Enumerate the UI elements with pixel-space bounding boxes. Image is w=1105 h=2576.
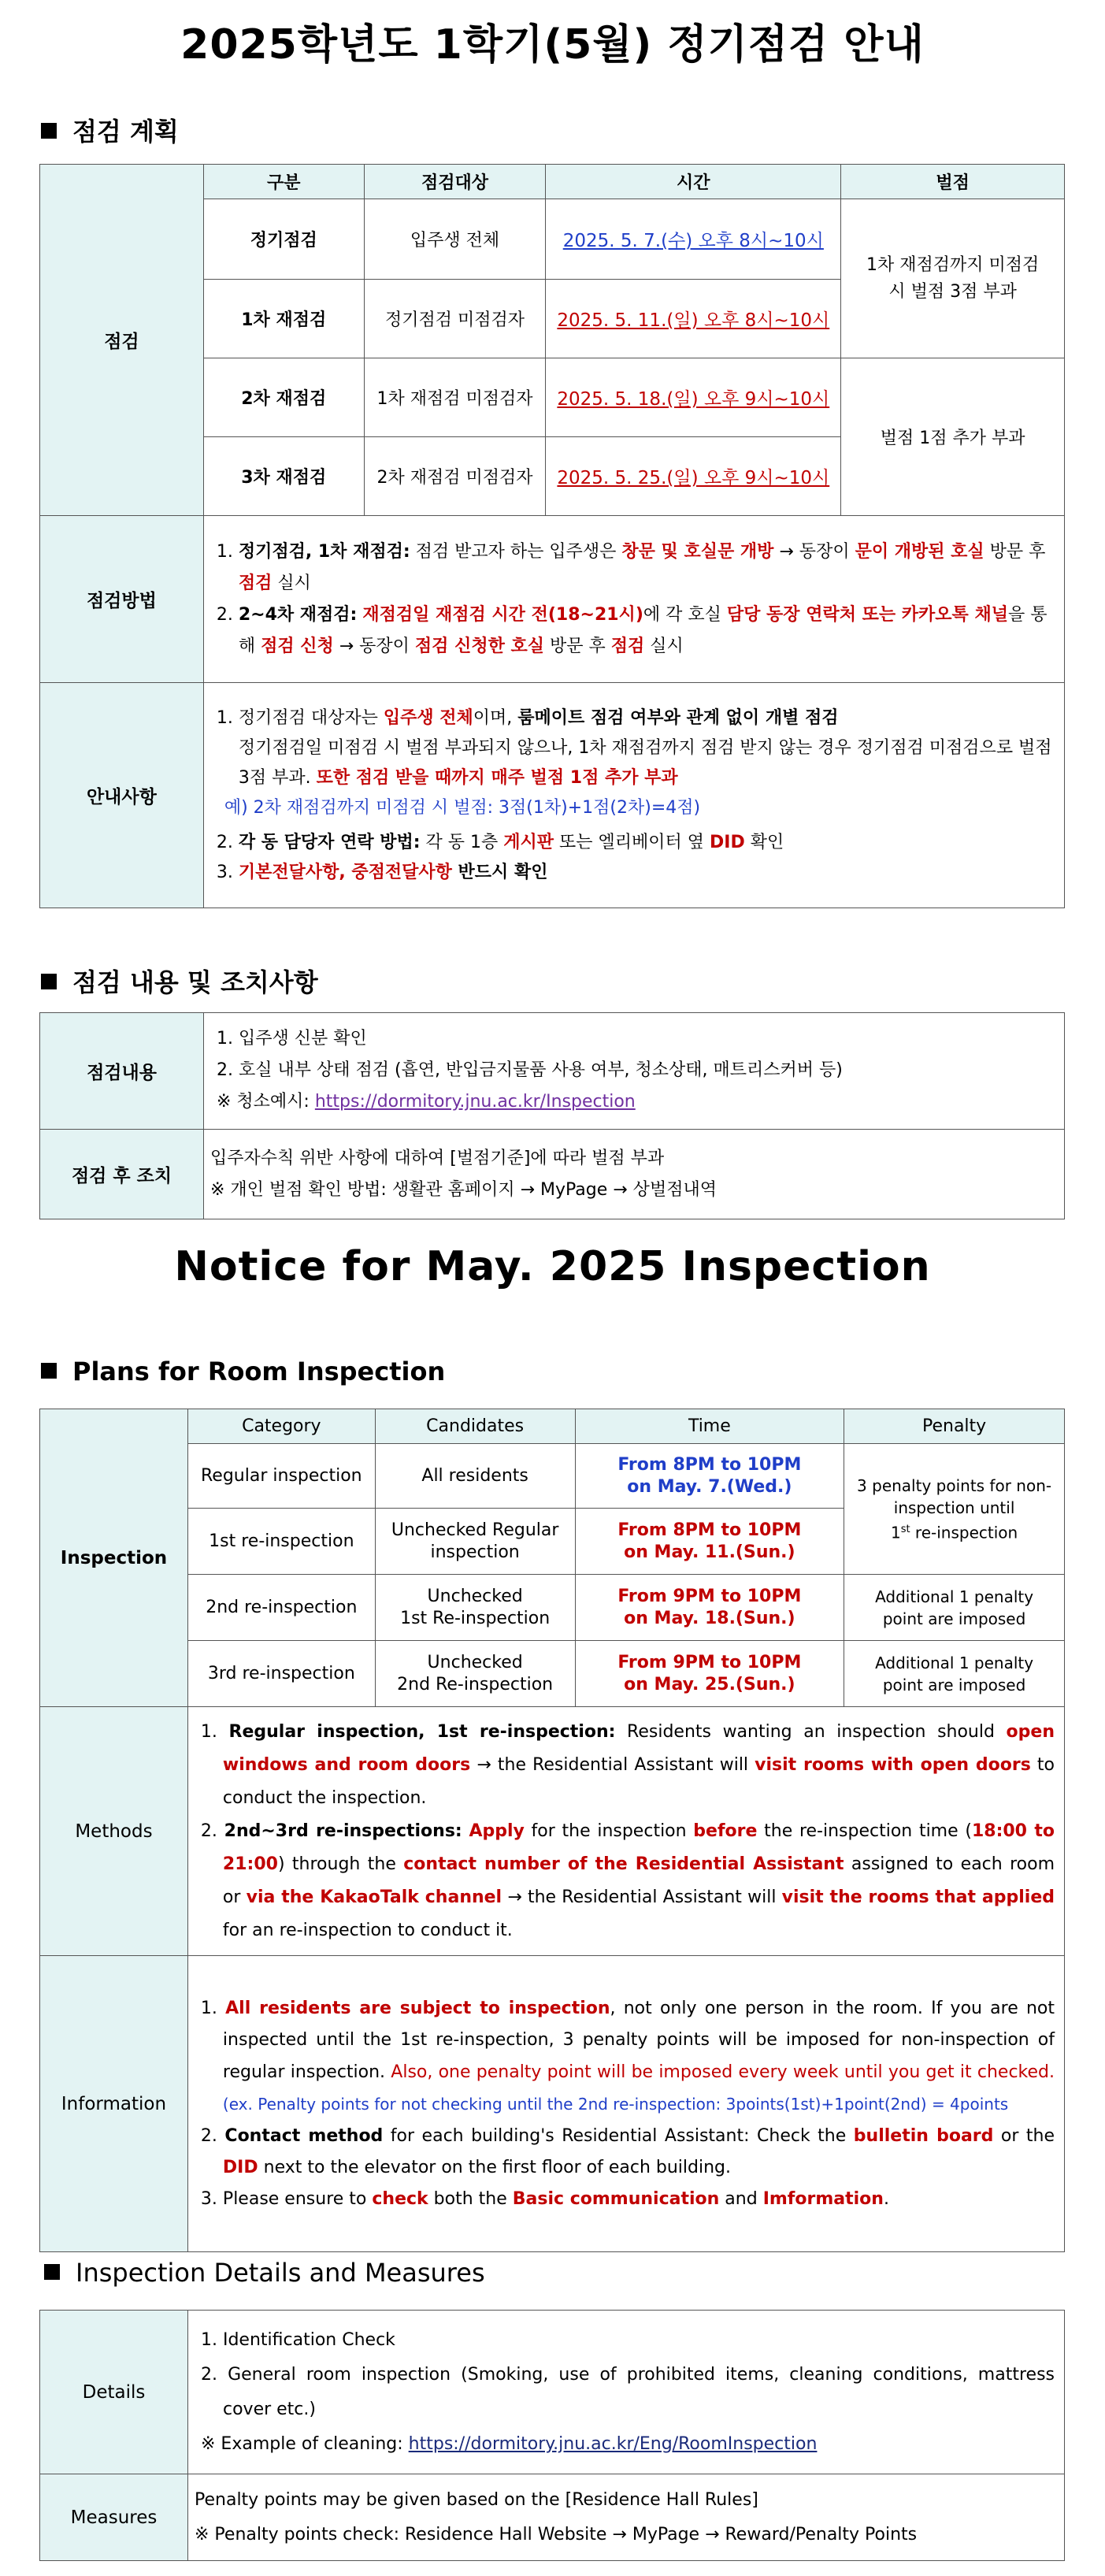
row-target: 정기점검 미점검자 (364, 280, 546, 358)
col-header: 구분 (203, 165, 364, 199)
row-time: 2025. 5. 25.(일) 오후 9시~10시 (546, 437, 841, 516)
list-item: 2. General room inspection (Smoking, use of prohibited items, cleaning conditions, mattress cover etc.) (201, 2364, 1055, 2419)
example-note: 예) 2차 재점검까지 미점검 시 벌점: 3점(1차)+1점(2차)=4점) (224, 797, 701, 818)
plan-table-en (39, 1409, 1065, 2252)
row-category: 2nd re-inspection (187, 1575, 375, 1641)
col-header: Candidates (375, 1409, 575, 1444)
square-bullet-icon (41, 974, 57, 989)
list-item: 3. Please ensure to check both the Basic communication and Imformation. (200, 2188, 889, 2209)
row-penalty: 1차 재점검까지 미점검 시 벌점 3점 부과 (841, 199, 1065, 358)
row-penalty: Additional 1 penalty point are imposed (844, 1641, 1065, 1707)
section-heading-text: Inspection Details and Measures (76, 2258, 485, 2288)
list-item: Penalty points may be given based on the [Residence Hall Rules] (195, 2489, 758, 2510)
details-table-en (39, 2310, 1065, 2561)
group-label: 점검 (40, 165, 204, 516)
section-heading-text: 점검 계획 (72, 117, 179, 147)
methods-label: Methods (40, 1707, 188, 1956)
list-item: 3. 기본전달사항, 중점전달사항 반드시 확인 (216, 862, 548, 882)
list-item: 1. 정기점검 대상자는 입주생 전체이며, 룸메이트 점검 여부와 관계 없이 개별 점검 정기점검일 미점검 시 벌점 부과되지 않으나, 1차 재점검까지 점검 받지 않는 경우 정기점검 미점검으로 벌점 3점 부과. 또한 점검 받을 때까지 매주 벌점 1점 추가 부과 (216, 707, 1052, 788)
after-content (204, 1130, 1065, 1219)
list-item: 1. All residents are subject to inspection, not only one person in the room. If you are not inspected until the 1st re-inspection, 3 penalty points will be imposed for non-inspection of regular inspection. Also, one penalty point will be imposed every week until you get it checked. (ex. Penalty points for not checking until the 2nd re-inspection: 3points(1st)+1point(2nd) = 4points (200, 1998, 1055, 2114)
after-label: 점검 후 조치 (40, 1130, 204, 1219)
methods-label: 점검방법 (40, 516, 204, 683)
row-target: 입주생 전체 (364, 199, 546, 280)
details-table-kr (39, 1012, 1065, 1219)
col-header: 점검대상 (364, 165, 546, 199)
row-category: 정기점검 (203, 199, 364, 280)
row-penalty: Additional 1 penalty point are imposed (844, 1575, 1065, 1641)
list-item: 2. 호실 내부 상태 점검 (흡연, 반입금지물품 사용 여부, 청소상태, 매트리스커버 등) (217, 1060, 843, 1080)
row-penalty: 벌점 1점 추가 부과 (841, 358, 1065, 516)
col-header: Category (187, 1409, 375, 1444)
row-target: All residents (375, 1444, 575, 1509)
methods-content (187, 1707, 1064, 1956)
details-label: Details (40, 2311, 188, 2474)
list-item: ※ 청소예시: https://dormitory.jnu.ac.kr/Inspection (217, 1091, 636, 1112)
measures-content (188, 2474, 1065, 2561)
list-item: 2. 각 동 담당자 연락 방법: 각 동 1층 게시판 또는 엘리베이터 옆 DID 확인 (216, 832, 784, 852)
row-time: 2025. 5. 11.(일) 오후 8시~10시 (546, 280, 841, 358)
row-time: From 9PM to 10PM on May. 25.(Sun.) (575, 1641, 844, 1707)
group-label: Inspection (40, 1409, 188, 1707)
section-heading-details-en (44, 2258, 485, 2288)
row-time: 2025. 5. 7.(수) 오후 8시~10시 (546, 199, 841, 280)
row-category: 3차 재점검 (203, 437, 364, 516)
row-category: 2차 재점검 (203, 358, 364, 437)
cleaning-example-link[interactable]: https://dormitory.jnu.ac.kr/Inspection (314, 1091, 636, 1112)
info-label: 안내사항 (40, 683, 204, 908)
methods-row (40, 1707, 1065, 1956)
section-heading-text: Plans for Room Inspection (72, 1357, 446, 1386)
list-item: ※ Example of cleaning: https://dormitory.jnu.ac.kr/Eng/RoomInspection (201, 2433, 818, 2454)
col-header: Penalty (844, 1409, 1065, 1444)
section-heading-details-kr (41, 963, 318, 999)
table-row (40, 1575, 1065, 1641)
measures-label: Measures (40, 2474, 188, 2561)
section-heading-plan-kr (41, 112, 179, 148)
row-time: From 9PM to 10PM on May. 18.(Sun.) (575, 1575, 844, 1641)
section-heading-text: 점검 내용 및 조치사항 (72, 967, 318, 997)
section-heading-plan-en (41, 1357, 445, 1386)
row-target: Unchecked Regular inspection (375, 1509, 575, 1575)
list-item: 2. 2nd~3rd re-inspections: Apply for the inspection before the re-inspection time (18:00 to 21:00) through the contact number of the Residential Assistant assigned to each room or via the KakaoTalk channel → the Residential Assistant will visit the rooms that applied for an re-inspection to conduct it. (200, 1821, 1055, 1940)
info-content (187, 1956, 1064, 2252)
info-content (203, 683, 1064, 908)
row-category: 3rd re-inspection (187, 1641, 375, 1707)
details-content (204, 1013, 1065, 1130)
page-title-en: Notice for May. 2025 Inspection (174, 1243, 931, 1290)
row-target: Unchecked 2nd Re-inspection (375, 1641, 575, 1707)
info-row (40, 1956, 1065, 2252)
col-header: 시간 (546, 165, 841, 199)
square-bullet-icon (44, 2264, 60, 2280)
list-item: 1. 정기점검, 1차 재점검: 점검 받고자 하는 입주생은 창문 및 호실문 개방 → 동장이 문이 개방된 호실 방문 후 점검 실시 (216, 541, 1046, 593)
details-label: 점검내용 (40, 1013, 204, 1130)
row-category: 1st re-inspection (187, 1509, 375, 1575)
list-item: 1. 입주생 신분 확인 (217, 1028, 367, 1049)
col-header: Time (575, 1409, 844, 1444)
square-bullet-icon (41, 1363, 57, 1379)
row-time: 2025. 5. 18.(일) 오후 9시~10시 (546, 358, 841, 437)
info-label: Information (40, 1956, 188, 2252)
list-item: 2. 2~4차 재점검: 재점검일 재점검 시간 전(18~21시)에 각 호실 담당 동장 연락처 또는 카카오톡 채널을 통해 점검 신청 → 동장이 점검 신청한 호실 방문 후 점검 실시 (216, 604, 1048, 656)
list-item: 2. Contact method for each building's Residential Assistant: Check the bulletin board or the DID next to the elevator on the first floor of each building. (200, 2125, 1055, 2177)
row-category: Regular inspection (187, 1444, 375, 1509)
list-item: 1. Regular inspection, 1st re-inspection: Residents wanting an inspection should open windows and room doors → the Residential Assistant will visit rooms with open doors to conduct the inspection. (200, 1721, 1055, 1808)
info-row (40, 683, 1065, 908)
cleaning-example-link[interactable]: https://dormitory.jnu.ac.kr/Eng/RoomInspection (408, 2433, 818, 2454)
row-category: 1차 재점검 (203, 280, 364, 358)
table-row (40, 1444, 1065, 1509)
row-target: Unchecked 1st Re-inspection (375, 1575, 575, 1641)
row-target: 2차 재점검 미점검자 (364, 437, 546, 516)
square-bullet-icon (41, 123, 57, 139)
page-title-kr: 2025학년도 1학기(5월) 정기점검 안내 (180, 21, 925, 69)
list-item: ※ 개인 벌점 확인 방법: 생활관 홈페이지 → MyPage → 상벌점내역 (210, 1179, 717, 1200)
row-time: From 8PM to 10PM on May. 11.(Sun.) (575, 1509, 844, 1575)
row-time: From 8PM to 10PM on May. 7.(Wed.) (575, 1444, 844, 1509)
list-item: ※ Penalty points check: Residence Hall Website → MyPage → Reward/Penalty Points (195, 2524, 918, 2544)
table-row (40, 1641, 1065, 1707)
list-item: 1. Identification Check (201, 2329, 395, 2350)
row-penalty: 3 penalty points for non-inspection until 1st re-inspection (844, 1444, 1065, 1575)
plan-table-kr (39, 164, 1065, 908)
methods-row (40, 516, 1065, 683)
row-target: 1차 재점검 미점검자 (364, 358, 546, 437)
list-item: 입주자수칙 위반 사항에 대하여 [벌점기준]에 따라 벌점 부과 (210, 1148, 665, 1168)
details-content (188, 2311, 1065, 2474)
methods-content (203, 516, 1064, 683)
col-header: 벌점 (841, 165, 1065, 199)
